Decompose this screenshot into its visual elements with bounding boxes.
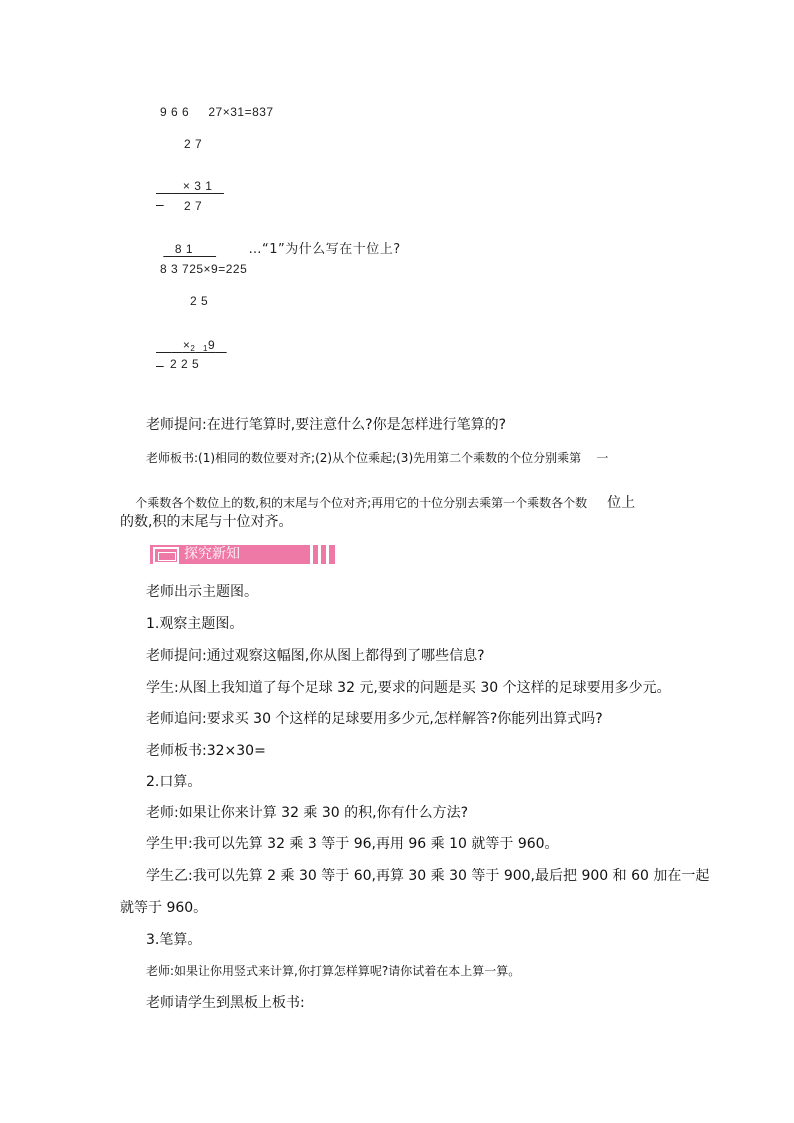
teacher-mental-question: 老师:如果让你来计算 32 乘 30 的积,你有什么方法? — [146, 805, 469, 821]
step-observe: 1.观察主题图。 — [146, 616, 244, 632]
banner-stripe — [326, 545, 329, 564]
banner-stripe — [310, 545, 313, 564]
calc-line-1: 9 6 6 27×31=837 — [160, 105, 274, 119]
teacher-follow-up: 老师追问:要求买 30 个这样的足球要用多少元,怎样解答?你能列出算式吗? — [146, 711, 603, 727]
calc-line-7: 2 5 — [190, 294, 209, 308]
calc-line-9: 2 2 5 — [170, 357, 200, 371]
board-note-expression: 老师板书:32×30= — [146, 743, 266, 759]
teacher-question-observe: 老师提问:通过观察这幅图,你从图上都得到了哪些信息? — [146, 648, 485, 664]
step-written-calc: 3.笔算。 — [146, 932, 202, 948]
student-a-answer: 学生甲:我可以先算 32 乘 3 等于 96,再用 96 乘 10 就等于 960。 — [146, 836, 559, 852]
calc-line-2: 2 7 — [184, 137, 203, 151]
board-note-line-3: 的数,积的末尾与十位对齐。 — [120, 514, 293, 530]
calc-partial-product: 8 1 — [174, 242, 194, 256]
teacher-board-request: 老师请学生到黑板上板书: — [146, 995, 305, 1011]
calc-multiplier: × 3 1 — [182, 179, 213, 193]
calc-line-6: 8 3 725×9=225 — [160, 262, 248, 276]
teacher-written-prompt: 老师:如果让你用竖式来计算,你打算怎样算呢?请你试着在本上算一算。 — [146, 964, 521, 978]
board-note-line-2b: 位上 — [607, 495, 636, 511]
calc-times-sign: × — [182, 338, 191, 352]
step-mental-math: 2.口算。 — [146, 774, 202, 790]
section-banner — [150, 545, 335, 564]
student-b-answer-line-1: 学生乙:我可以先算 2 乘 30 等于 60,再算 30 乘 30 等于 900,最后把 900 和 60 加在一起 — [146, 868, 710, 884]
student-b-answer-line-2: 就等于 960。 — [120, 900, 208, 916]
board-note-line-1: 老师板书:(1)相同的数位要对齐;(2)从个位乘起;(3)先用第二个乘数的个位分别乘第 一 — [146, 451, 609, 465]
section-title: 探究新知 — [184, 546, 240, 562]
calc-question-note: …“1”为什么写在十位上? — [248, 242, 401, 257]
calc-line-4: 2 7 — [184, 199, 203, 213]
banner-stripe — [318, 545, 321, 564]
board-note-line-2a: 个乘数各个数位上的数,积的末尾与个位对齐;再用它的十位分别去乘第一个乘数各个数 — [135, 496, 588, 510]
student-answer: 学生:从图上我知道了每个足球 32 元,要求的问题是买 30 个这样的足球要用多少元。 — [146, 680, 671, 696]
teacher-question: 老师提问:在进行笔算时,要注意什么?你是怎样进行笔算的? — [146, 417, 507, 433]
calc-carry-2: 2 — [190, 344, 196, 353]
section-number-box-icon — [153, 547, 179, 564]
calc-multiplier-9: 9 — [207, 338, 216, 352]
paragraph-show-image: 老师出示主题图。 — [146, 584, 258, 600]
calc-carry-1: 1 — [203, 344, 208, 353]
